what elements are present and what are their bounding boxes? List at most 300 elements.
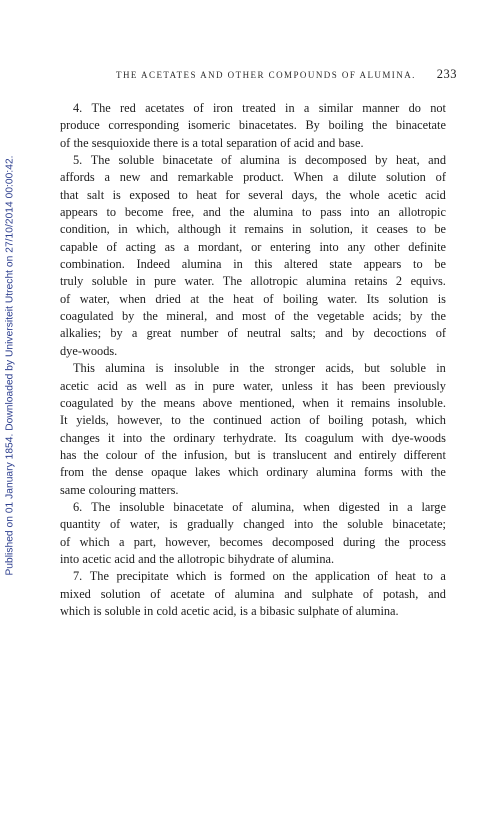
word: the <box>189 413 205 428</box>
word: appears <box>60 205 98 220</box>
word: terhydrate. <box>223 430 277 445</box>
word: it <box>361 222 369 237</box>
word: Its <box>284 430 297 445</box>
text-line <box>60 204 446 221</box>
word: dilute <box>348 170 377 185</box>
word: whole <box>349 187 380 202</box>
word: of <box>377 569 388 584</box>
word: soluble <box>118 153 155 168</box>
word: which <box>79 534 110 549</box>
word: of <box>280 135 291 150</box>
word: when <box>302 395 330 410</box>
word: separation <box>226 135 278 150</box>
word: remarkable <box>177 170 234 185</box>
word: acids; <box>372 309 402 324</box>
word: infusion, <box>183 447 228 462</box>
word: solution <box>386 170 426 185</box>
word: This <box>73 361 95 376</box>
word: a <box>407 499 413 514</box>
word: process <box>408 534 446 549</box>
word: of <box>362 586 374 601</box>
word: the <box>83 447 99 462</box>
word: dried <box>155 291 181 306</box>
word: acetates <box>145 101 185 115</box>
word: in <box>229 361 240 376</box>
word: acetic <box>82 551 112 566</box>
word: is <box>437 291 446 306</box>
text-line <box>60 135 446 152</box>
word: the <box>249 361 265 376</box>
word: be <box>434 257 446 272</box>
word: state <box>329 257 352 272</box>
word: in <box>233 257 243 272</box>
word: The <box>90 153 110 168</box>
word: by <box>110 326 123 341</box>
word: with <box>400 465 423 480</box>
word: soluble <box>91 274 128 289</box>
word: base. <box>338 135 364 150</box>
word: on <box>272 569 285 584</box>
word: new <box>119 170 141 185</box>
word: a <box>119 534 125 549</box>
word: and <box>428 153 446 168</box>
word: acid <box>97 378 118 393</box>
running-header <box>60 68 457 84</box>
word: part, <box>133 534 157 549</box>
word: The <box>91 499 111 514</box>
word: to <box>413 257 423 272</box>
word: is <box>93 603 102 618</box>
word: during <box>343 534 376 549</box>
word: The <box>91 101 111 115</box>
word: which, <box>136 222 170 237</box>
word: acid <box>293 135 315 150</box>
text-line <box>60 447 446 464</box>
word: has <box>60 447 77 462</box>
word: boiling <box>328 118 364 133</box>
word: of <box>263 291 274 306</box>
word: the <box>384 534 400 549</box>
word: acids, <box>325 361 354 376</box>
word: but <box>234 447 251 462</box>
word: alumina. <box>355 603 399 618</box>
word: as <box>164 239 175 254</box>
word: of <box>150 586 161 601</box>
word: alumina <box>105 361 146 376</box>
word: and <box>325 326 343 341</box>
word: the <box>372 118 388 133</box>
word: acting <box>125 239 156 254</box>
word: acid, <box>212 603 237 618</box>
word: colouring <box>88 482 136 497</box>
word: combination. <box>60 257 125 272</box>
word: for <box>225 187 240 202</box>
word: is <box>288 153 297 168</box>
download-stamp <box>2 100 18 630</box>
text-line <box>60 464 446 481</box>
text-line <box>60 273 446 290</box>
word: by <box>410 309 423 324</box>
word: ordinary <box>173 430 216 445</box>
word: the <box>430 309 446 324</box>
word: or <box>251 239 262 254</box>
word: is <box>169 517 178 532</box>
word: of <box>193 101 204 115</box>
word: a <box>131 326 138 341</box>
word: sesquioxide <box>91 135 151 150</box>
word: of <box>342 603 353 618</box>
word: coagulated <box>60 309 114 324</box>
word: is <box>213 569 222 584</box>
word: capable <box>60 239 98 254</box>
word: of <box>277 551 289 566</box>
word: of <box>144 447 155 462</box>
word: in <box>436 361 446 376</box>
text-line <box>60 412 446 429</box>
word: action <box>270 413 301 428</box>
word: application <box>315 569 370 584</box>
word: acetate <box>170 586 205 601</box>
word: the <box>140 395 156 410</box>
word: solution, <box>309 222 353 237</box>
text-line <box>60 603 446 620</box>
word: ceases <box>376 222 408 237</box>
word: several <box>248 187 284 202</box>
word: total <box>201 135 224 150</box>
word: The <box>89 569 109 584</box>
text-line <box>60 568 446 585</box>
text-line <box>60 534 446 551</box>
word: the <box>430 465 446 480</box>
text-line <box>60 360 446 377</box>
word: digested <box>338 499 380 514</box>
word: is <box>112 187 121 202</box>
word: neutral <box>246 326 282 341</box>
word: a <box>332 170 339 185</box>
word: water. <box>184 274 215 289</box>
word: appears <box>363 257 402 272</box>
word: in <box>285 101 295 115</box>
word: number <box>180 326 219 341</box>
word: alumina <box>316 465 356 480</box>
word: by <box>352 326 365 341</box>
word: of <box>227 326 238 341</box>
word: of <box>435 170 446 185</box>
word: allotropic <box>177 551 225 566</box>
text-line <box>60 516 446 533</box>
word: mixed <box>60 586 91 601</box>
word: the <box>142 309 158 324</box>
word: and <box>317 135 336 150</box>
word: 6. <box>73 499 83 514</box>
word: and <box>215 309 234 324</box>
word: but <box>364 361 380 376</box>
text-line <box>60 482 446 499</box>
text-line <box>60 551 446 568</box>
word: and <box>333 447 352 462</box>
word: Its <box>366 291 379 306</box>
word: pure <box>212 378 235 393</box>
word: is <box>155 361 164 376</box>
word: binacetate <box>162 153 213 168</box>
word: 2 <box>395 274 403 289</box>
word: forms <box>364 465 393 480</box>
word: coagulated <box>60 395 114 410</box>
word: similar <box>318 101 353 115</box>
word: in <box>135 274 146 289</box>
word: bihydrate <box>227 551 275 566</box>
word: the <box>159 551 175 566</box>
word: dense <box>115 465 144 480</box>
word: boiling <box>328 413 364 428</box>
word: mineral, <box>166 309 208 324</box>
word: potash, <box>382 586 419 601</box>
word: become <box>124 205 164 220</box>
word: a <box>251 603 257 618</box>
word: opaque <box>151 465 187 480</box>
word: of <box>221 153 232 168</box>
text-line <box>60 169 446 186</box>
word: decoctions <box>373 326 427 341</box>
word: is <box>239 603 248 618</box>
word: although <box>177 222 221 237</box>
word: matters. <box>139 482 179 497</box>
word: same <box>60 482 86 497</box>
word: It <box>60 413 68 428</box>
text-line <box>60 430 446 447</box>
word: into <box>60 551 80 566</box>
word: salt <box>86 187 105 202</box>
word: coagulum <box>304 430 354 445</box>
word: a <box>183 239 190 254</box>
word: water, <box>129 517 160 532</box>
word: to <box>423 569 433 584</box>
word: to <box>416 222 426 237</box>
word: salts; <box>290 326 316 341</box>
word: iron <box>213 101 233 115</box>
text-line <box>60 100 446 117</box>
word: alumina <box>306 274 347 289</box>
word: in <box>143 603 154 618</box>
word: potash, <box>371 413 408 428</box>
word: a <box>440 569 446 584</box>
word: days, <box>291 187 318 202</box>
word: the <box>208 291 224 306</box>
word: heat <box>233 291 254 306</box>
word: well <box>145 378 167 393</box>
word: water. <box>327 291 358 306</box>
word: insoluble. <box>397 395 446 410</box>
word: a <box>192 135 199 150</box>
word: pure <box>154 274 176 289</box>
word: water, <box>79 291 110 306</box>
word: produce <box>60 118 100 133</box>
word: of <box>60 135 71 150</box>
word: becomes <box>219 534 263 549</box>
word: entering <box>270 239 311 254</box>
word: there <box>153 135 178 150</box>
text-line <box>60 291 446 308</box>
word: been <box>361 378 386 393</box>
word: quantity <box>60 517 101 532</box>
text-line <box>60 117 446 134</box>
word: insoluble <box>173 361 220 376</box>
word: above <box>202 395 233 410</box>
word: into <box>350 205 370 220</box>
word: translucent <box>272 447 327 462</box>
word: in <box>291 222 302 237</box>
word: 5. <box>73 153 83 168</box>
word: the <box>293 309 309 324</box>
word: it <box>321 378 329 393</box>
text-line <box>60 395 446 412</box>
text-line <box>60 152 446 169</box>
word: by <box>121 395 134 410</box>
word: to <box>178 187 188 202</box>
word: at <box>190 291 200 306</box>
text-line <box>60 256 446 273</box>
word: vegetable <box>316 309 365 324</box>
word: different <box>403 447 446 462</box>
word: retains <box>354 274 388 289</box>
word: bibasic <box>259 603 295 618</box>
word: entirely <box>358 447 397 462</box>
word: treated <box>242 101 276 115</box>
word: in <box>194 378 204 393</box>
word: be <box>434 222 446 237</box>
word: of <box>60 534 71 549</box>
word: into <box>293 517 314 532</box>
word: changes <box>60 430 100 445</box>
word: the <box>292 569 308 584</box>
word: and <box>150 170 168 185</box>
word: do <box>408 101 421 115</box>
word: large <box>421 499 446 514</box>
word: unless <box>281 378 313 393</box>
word: acetic <box>180 603 210 618</box>
text-line <box>60 343 446 360</box>
word: binacetates. <box>238 118 297 133</box>
word: remains <box>351 395 391 410</box>
word: other <box>374 239 400 254</box>
word: isomeric <box>187 118 231 133</box>
word: stronger <box>274 361 316 376</box>
word: of <box>232 499 243 514</box>
word: a <box>303 101 310 115</box>
word: 4. <box>73 101 83 115</box>
word: truly <box>60 274 84 289</box>
word: acetic <box>388 187 417 202</box>
word: precipitate <box>116 569 169 584</box>
word: it <box>336 395 344 410</box>
word: and <box>428 586 446 601</box>
word: free, <box>171 205 195 220</box>
text-line <box>60 499 446 516</box>
word: acetic <box>60 378 89 393</box>
word: and <box>284 586 303 601</box>
word: any <box>347 239 366 254</box>
download-stamp-text: Published on 01 January 1854. Downloaded by Universiteit Utrecht on 27/10/2014 00:00:42. <box>4 154 16 576</box>
word: alumina <box>181 257 222 272</box>
word: decomposed <box>304 153 367 168</box>
word: condition, <box>60 222 110 237</box>
word: exposed <box>129 187 170 202</box>
word: the <box>150 430 166 445</box>
word: is <box>181 135 190 150</box>
word: an <box>378 205 390 220</box>
word: sulphate <box>297 603 340 618</box>
word: soluble <box>104 603 141 618</box>
word: of <box>214 586 225 601</box>
word: product. <box>243 170 284 185</box>
page-number: 233 <box>436 67 457 81</box>
word: remains <box>244 222 284 237</box>
word: allotropic <box>398 205 446 220</box>
word: a <box>104 170 111 185</box>
word: water, <box>243 378 274 393</box>
text-line <box>60 308 446 325</box>
word: The <box>222 274 242 289</box>
word: solution <box>388 291 429 306</box>
word: the <box>73 135 89 150</box>
text-line <box>60 221 446 238</box>
word: dye-woods <box>391 430 446 445</box>
word: the <box>322 517 338 532</box>
word: when <box>119 291 146 306</box>
word: and <box>138 551 156 566</box>
text-line <box>60 239 446 256</box>
word: of <box>60 291 71 306</box>
word: however, <box>117 413 163 428</box>
word: great <box>146 326 172 341</box>
word: of <box>110 517 121 532</box>
word: previously <box>393 378 446 393</box>
word: alumina. <box>291 551 335 566</box>
word: soluble <box>347 517 383 532</box>
word: by <box>121 309 135 324</box>
word: changed <box>243 517 285 532</box>
word: the <box>92 465 108 480</box>
word: definite <box>408 239 446 254</box>
word: not <box>430 101 446 115</box>
word: heat <box>395 569 416 584</box>
word: in <box>388 499 399 514</box>
word: when <box>303 499 330 514</box>
word: of <box>274 309 285 324</box>
word: of <box>309 413 320 428</box>
word: binacetate <box>395 118 446 133</box>
word: altered <box>284 257 318 272</box>
word: the <box>229 205 245 220</box>
word: alkalies; <box>60 326 102 341</box>
word: Indeed <box>136 257 171 272</box>
word: which <box>60 603 91 618</box>
word: mentioned, <box>239 395 295 410</box>
word: boiling <box>282 291 318 306</box>
word: by <box>375 153 388 168</box>
word: alumina <box>253 205 294 220</box>
word: mordant, <box>198 239 243 254</box>
word: allotropic <box>250 274 298 289</box>
word: into <box>122 430 143 445</box>
word: decomposed <box>272 534 334 549</box>
word: binacetate; <box>392 517 446 532</box>
word: dye-woods. <box>60 343 118 358</box>
word: yields, <box>76 413 109 428</box>
word: as <box>126 378 137 393</box>
word: this <box>254 257 273 272</box>
word: solution <box>100 586 141 601</box>
